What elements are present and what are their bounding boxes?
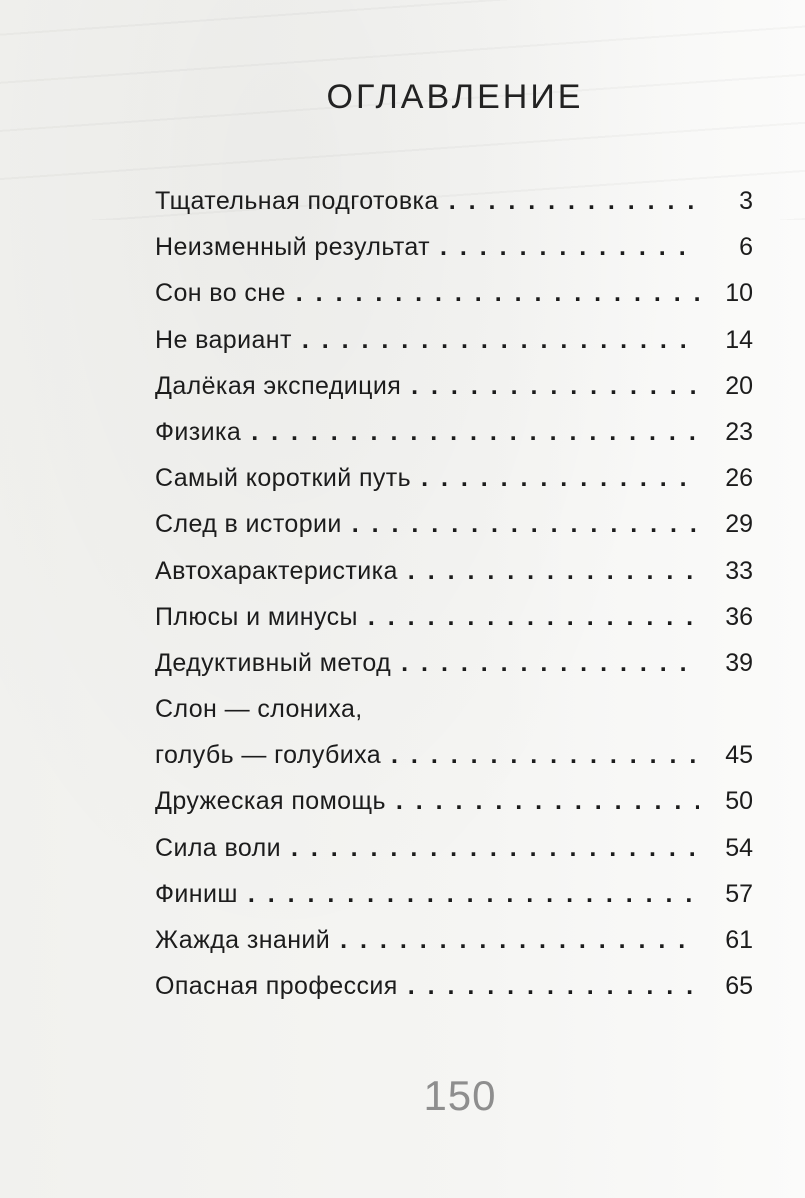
toc-entry (155, 778, 753, 824)
toc-entry-page: 20 (725, 371, 753, 400)
toc-entry-page: 29 (725, 510, 753, 539)
toc-entry (155, 640, 753, 686)
table-of-contents (155, 178, 753, 1009)
dot-leader (411, 363, 699, 409)
toc-entry-page: 14 (725, 325, 753, 354)
toc-entry (155, 270, 753, 316)
toc-entry-page: 57 (725, 879, 753, 908)
toc-entry-title: Далёкая экспедиция (155, 371, 402, 400)
toc-entry-page: 65 (725, 972, 753, 1001)
dot-leader (401, 640, 699, 686)
toc-entry-page: 3 (739, 187, 753, 215)
dot-leader (251, 409, 699, 455)
toc-entry-title: Самый короткий путь (155, 464, 412, 493)
toc-entry (155, 871, 753, 917)
dot-leader (421, 455, 699, 501)
toc-entry (155, 594, 753, 640)
toc-entry (155, 224, 753, 270)
toc-entry-title: Автохарактеристика (155, 556, 398, 585)
toc-entry-title: Плюсы и минусы (155, 602, 358, 631)
dot-leader (391, 732, 699, 778)
toc-entry-title: Дружеская помощь (155, 787, 386, 816)
toc-entry-page: 23 (725, 417, 753, 446)
toc-entry-page: 6 (739, 233, 753, 262)
toc-entry-title: Слон — слониха, (155, 695, 363, 724)
dot-leader (302, 317, 699, 363)
dot-leader (368, 594, 699, 640)
toc-entry-title: Тщательная подготовка (155, 187, 439, 215)
toc-entry (155, 317, 753, 363)
toc-entry-title: Жажда знаний (155, 926, 331, 954)
toc-entry-title: Физика (155, 417, 242, 446)
dot-leader (396, 778, 699, 824)
toc-entry-page: 33 (725, 556, 753, 585)
dot-leader (408, 548, 699, 594)
toc-entry-title: Сон во сне (155, 279, 286, 308)
toc-entry (155, 178, 753, 224)
toc-entry-title: Опасная профессия (155, 972, 398, 1001)
toc-entry-page: 45 (725, 741, 753, 770)
toc-entry-page: 50 (725, 787, 753, 816)
toc-entry-title: голубь — голубиха (155, 741, 382, 770)
page-number: 150 (423, 1072, 497, 1119)
toc-entry (155, 548, 753, 594)
toc-entry-continued (155, 686, 753, 732)
dot-leader (352, 501, 699, 547)
toc-entry (155, 501, 753, 547)
toc-entry-title: Финиш (155, 879, 238, 908)
dot-leader (248, 871, 699, 917)
toc-entry (155, 363, 753, 409)
dot-leader (291, 825, 699, 871)
toc-entry (155, 409, 753, 455)
dot-leader (440, 224, 699, 270)
toc-entry-page: 26 (725, 464, 753, 493)
toc-entry (155, 825, 753, 871)
toc-entry (155, 917, 753, 963)
toc-entry-title: Не вариант (155, 325, 292, 354)
dot-leader (449, 178, 699, 224)
toc-entry (155, 963, 753, 1009)
toc-entry-title: Сила воли (155, 833, 281, 862)
toc-entry-page: 54 (725, 833, 753, 862)
dot-leader (408, 963, 699, 1009)
toc-entry-page: 10 (725, 279, 753, 308)
toc-entry-title: След в истории (155, 510, 342, 539)
toc-heading: ОГЛАВЛЕНИЕ (326, 78, 584, 116)
toc-entry-title: Неизменный результат (155, 233, 430, 262)
toc-entry-title: Дедуктивный метод (155, 648, 392, 677)
dot-leader (296, 270, 699, 316)
toc-entry-page: 39 (725, 648, 753, 677)
toc-entry (155, 455, 753, 501)
toc-entry-page: 36 (725, 602, 753, 631)
toc-entry (155, 732, 753, 778)
toc-entry-page: 61 (725, 926, 753, 954)
dot-leader (340, 917, 699, 963)
